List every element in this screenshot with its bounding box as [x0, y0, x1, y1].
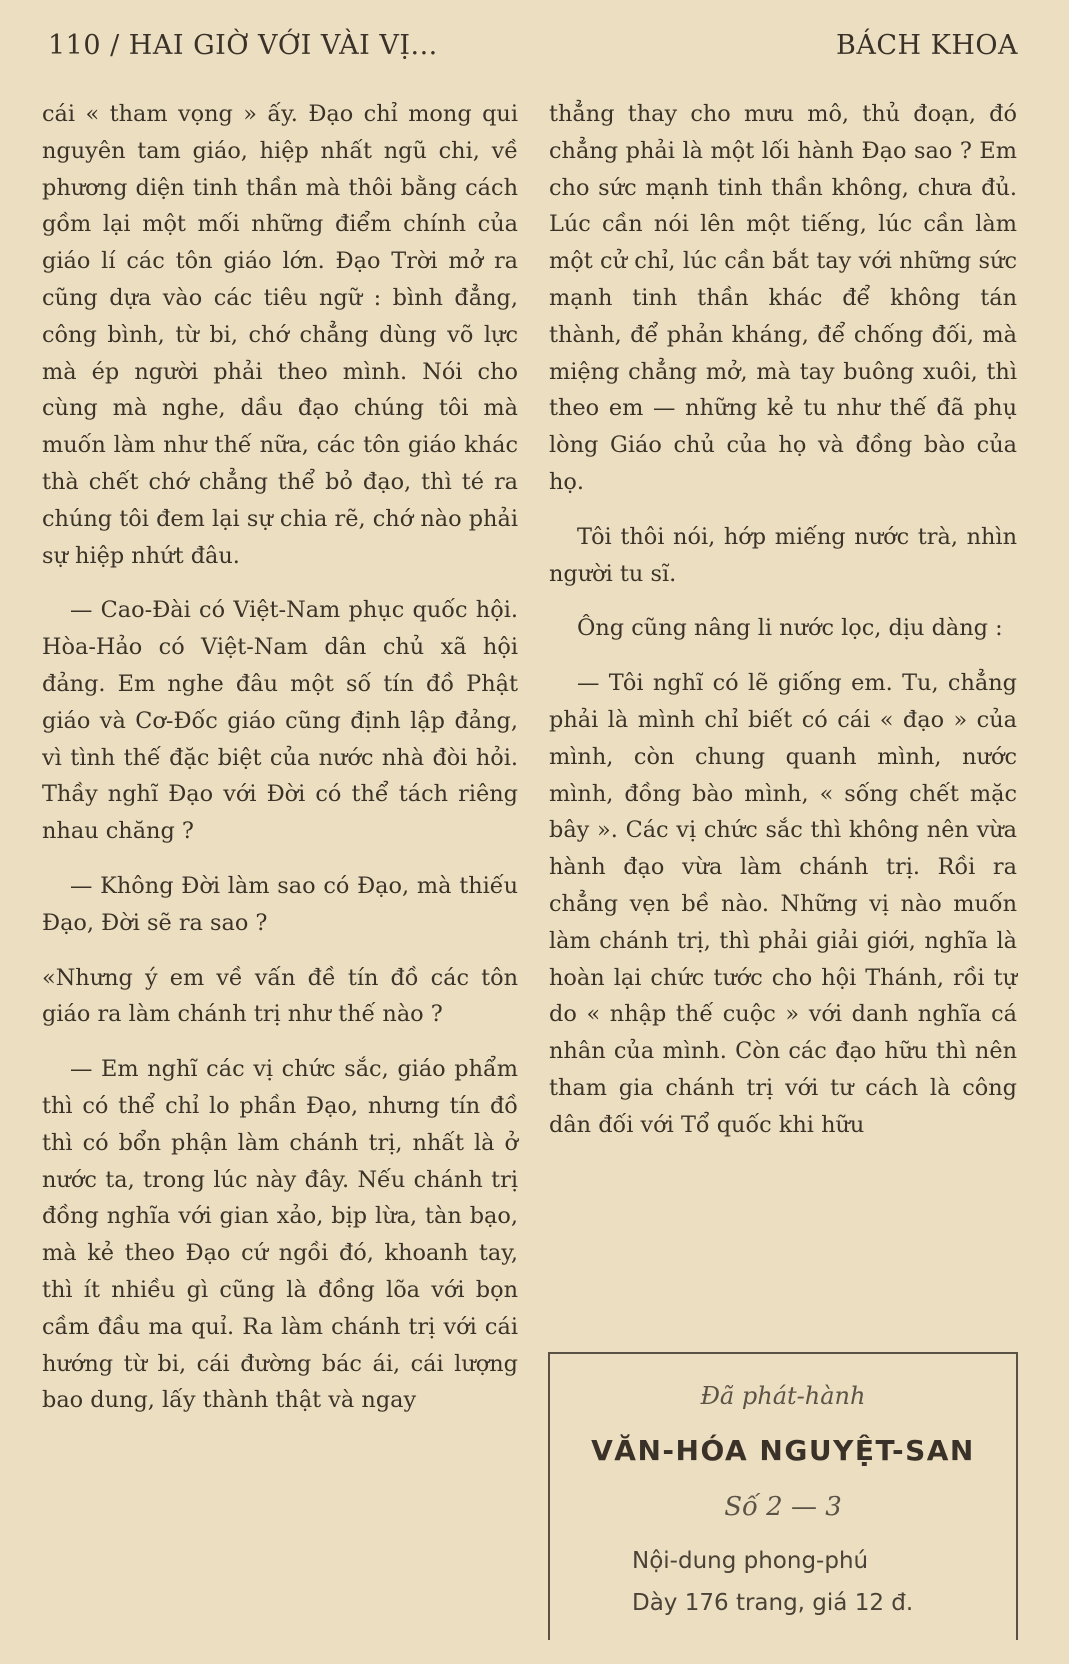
paragraph: «Nhưng ý em về vấn đề tín đồ các tôn giáo ra làm chánh trị như thế nào ? [42, 964, 518, 1028]
magazine-name: BÁCH KHOA [836, 30, 1018, 61]
paragraph: cái « tham vọng » ấy. Đạo chỉ mong qui nguyên tam giáo, hiệp nhất ngũ chi, về phương diện tinh thần mà thôi bằng cách gồm lại một mối những điểm chính của giáo lí các tôn giáo lớn. Đạo Trời mở ra cũng dựa vào các tiêu ngữ : bình đẳng, công bình, từ bi, chớ chẳng dùng võ lực mà ép người phải theo mình. Nói cho cùng mà nghe, dầu đạo chúng tôi mà muốn làm như thế nữa, các tôn giáo khác thà chết chớ chẳng thể bỏ đạo, thì té ra chúng tôi đem lại sự chia rẽ, chớ nào phải sự hiệp nhứt đâu. [42, 101, 518, 569]
paragraph: Ông cũng nâng li nước lọc, dịu dàng : [577, 615, 1003, 642]
advert-pages: Dày 176 trang, giá 12 đ. [632, 1590, 914, 1616]
running-header [48, 30, 1018, 70]
advert-issue: Số 2 — 3 [724, 1492, 842, 1522]
page-number-and-title: 110 / HAI GIỜ VỚI VÀI VỊ... [48, 30, 438, 61]
paragraph: — Không Đời làm sao có Đạo, mà thiếu Đạo, Đời sẽ ra sao ? [42, 872, 518, 936]
paragraph: thẳng thay cho mưu mô, thủ đoạn, đó chẳng phải là một lối hành Đạo sao ? Em cho sức mạnh tinh thần không, chưa đủ. Lúc cần nói lên một tiếng, lúc cần làm một cử chỉ, lúc cần bắt tay với những sức mạnh tinh thần khác để không tán thành, để phản kháng, để chống đối, mà miệng chẳng mở, mà tay buông xuôi, thì theo em — những kẻ tu như thế đã phụ lòng Giáo chủ của họ và đồng bào của họ. [549, 101, 1017, 495]
paragraph: — Tôi nghĩ có lẽ giống em. Tu, chẳng phải là mình chỉ biết có cái « đạo » của mình, còn chung quanh mình, nước mình, đồng bào mình, « sống chết mặc bây ». Các vị chức sắc thì không nên vừa hành đạo vừa làm chánh trị. Rồi ra chẳng vẹn bề nào. Những vị nào muốn làm chánh trị, thì phải giải giới, nghĩa là hoàn lại chức tước cho hội Thánh, rồi tự do « nhập thế cuộc » với danh nghĩa cá nhân của mình. Còn các đạo hữu thì nên tham gia chánh trị với tư cách là công dân đối với Tổ quốc khi hữu [549, 670, 1017, 1138]
paragraph: Tôi thôi nói, hớp miếng nước trà, nhìn người tu sĩ. [549, 523, 1017, 587]
left-column [42, 96, 518, 1437]
advert-content: Nội-dung phong-phú [632, 1548, 869, 1574]
right-column [549, 96, 1017, 1162]
paragraph: — Cao-Đài có Việt-Nam phục quốc hội. Hòa-Hảo có Việt-Nam dân chủ xã hội đảng. Em nghe đâu một số tín đồ Phật giáo và Cơ-Đốc giáo cũng định lập đảng, vì tình thế đặc biệt của nước nhà đòi hỏi. Thầy nghĩ Đạo với Đời có thể tách riêng nhau chăng ? [42, 597, 518, 845]
advertisement-box [548, 1352, 1018, 1640]
advert-title: VĂN-HÓA NGUYỆT-SAN [591, 1434, 975, 1467]
advert-status: Đã phát-hành [700, 1382, 866, 1410]
paragraph: — Em nghĩ các vị chức sắc, giáo phẩm thì có thể chỉ lo phần Đạo, nhưng tín đồ thì có bổn phận làm chánh trị, nhất là ở nước ta, trong lúc này đây. Nếu chánh trị đồng nghĩa với gian xảo, bịp lừa, tàn bạo, mà kẻ theo Đạo cứ ngồi đó, khoanh tay, thì ít nhiều gì cũng là đồng lõa với bọn cầm đầu ma quỉ. Ra làm chánh trị với cái hướng từ bi, cái đường bác ái, cái lượng bao dung, lấy thành thật và ngay [42, 1056, 518, 1414]
